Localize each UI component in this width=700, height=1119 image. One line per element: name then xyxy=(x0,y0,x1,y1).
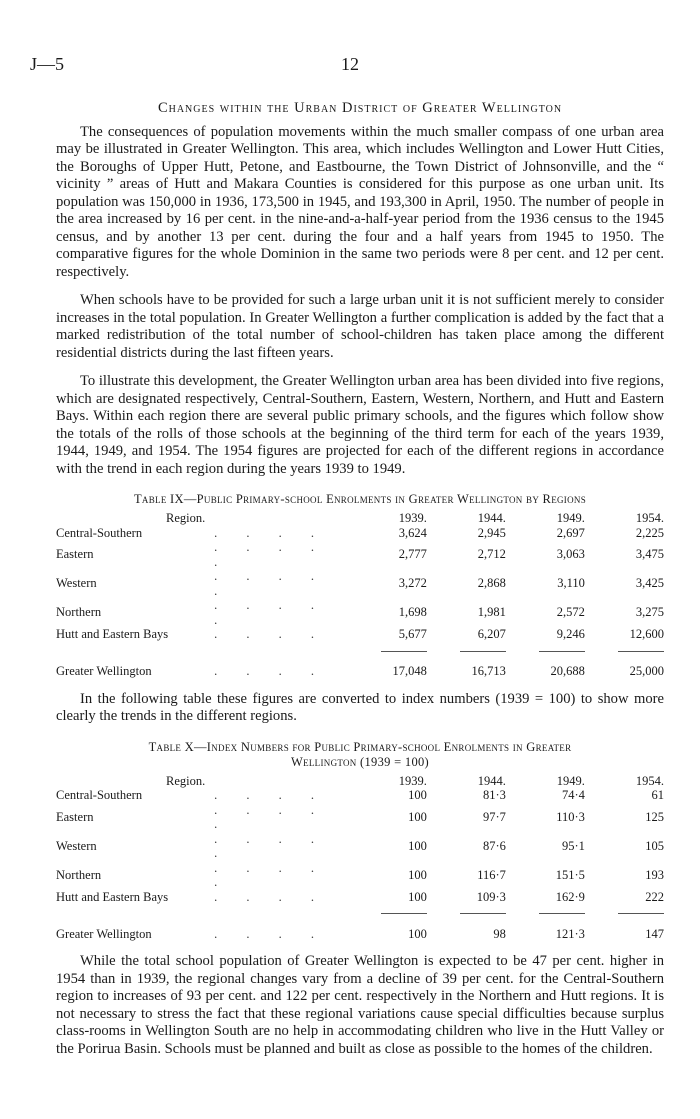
region-name: Central-Southern xyxy=(56,788,143,802)
cell-value: 74·4 xyxy=(562,788,585,802)
paragraph: While the total school population of Greater Wellington is expected to be 47 per cent. higher in 1954 than in 1939, the regional changes vary from a decline of 39 per cent. for the Central-Southern region to increases of 93 per cent. and 122 per cent. respectively in the Northern and Hutt regions. It is not necessary to stress the fact that these regional variations cause special difficulties because surplus class-rooms in Wellington South are no help in accommodating children who live in the Hutt Valley or the Porirua Basin. Schools must be planned and built as close as possible to the homes of the children. xyxy=(56,953,664,1057)
cell-value: 125 xyxy=(645,809,664,824)
cell-value: 5,677 xyxy=(398,627,427,641)
table-header-row xyxy=(56,774,664,789)
column-header-1939: 1939. xyxy=(398,773,427,788)
cell-value: 2,945 xyxy=(477,525,506,540)
table-row xyxy=(56,861,664,890)
cell-value: 2,712 xyxy=(477,547,506,562)
total-value: 17,048 xyxy=(392,664,427,678)
table-x xyxy=(56,740,664,942)
leader-dots: . . . . xyxy=(214,664,327,678)
paragraph: In the following table these figures are converted to index numbers (1939 = 100) to show more clearly the trends in the different regions. xyxy=(56,690,664,724)
cell-value: 12,600 xyxy=(629,627,664,641)
cell-value: 81·3 xyxy=(482,788,506,802)
region-name: Western xyxy=(56,838,97,853)
region-name: Northern xyxy=(56,605,102,620)
column-header-1954: 1954. xyxy=(635,773,664,788)
table-header-row xyxy=(56,511,664,526)
region-name: Western xyxy=(56,576,97,591)
table-ix-grid xyxy=(56,511,664,679)
rule-line xyxy=(460,913,506,915)
cell-value: 100 xyxy=(408,809,427,824)
table-row xyxy=(56,803,664,832)
paragraph: The consequences of population movements within the much smaller compass of one urban area may be illustrated in Greater Wellington. This area, which includes Wellington and Lower Hutt Cities, the Boroughs of Upper Hutt, Petone, and Eastbourne, the Town District of Johnsonville, and the “ vicinity ” areas of Hutt and Makara Counties is considered for this purpose as one urban unit. Its population was 150,000 in 1936, 173,500 in 1945, and 193,300 in April, 1950. The number of people in the area increased by 16 per cent. in the nine-and-a-half-year period from the 1936 census to the 1945 census, and by another 13 per cent. during the four and a half years from 1945 to 1950. The comparative figures for the whole Dominion in the same two periods were 8 per cent. and 12 per cent. respectively. xyxy=(56,123,664,280)
cell-value: 1,698 xyxy=(398,605,427,620)
leader-dots: . . . . . xyxy=(214,598,327,627)
cell-value: 162·9 xyxy=(555,889,585,904)
document-code: J—5 xyxy=(30,54,65,74)
total-rule-row xyxy=(56,904,664,919)
cell-value: 2,225 xyxy=(635,525,664,540)
column-header-region: Region. xyxy=(166,773,206,788)
table-x-title xyxy=(56,740,664,770)
leader-dots: . . . . xyxy=(214,627,327,641)
leader-dots: . . . . . xyxy=(214,540,327,569)
rule-line xyxy=(539,651,585,653)
leader-dots: . . . . . xyxy=(214,860,327,889)
page-content xyxy=(56,100,664,1069)
total-value: 98 xyxy=(493,926,506,941)
column-header-1939: 1939. xyxy=(398,511,427,525)
table-row xyxy=(56,569,664,598)
cell-value: 109·3 xyxy=(476,889,506,904)
cell-value: 97·7 xyxy=(482,809,506,824)
table-x-grid xyxy=(56,774,664,942)
table-row xyxy=(56,627,664,642)
table-row xyxy=(56,890,664,905)
cell-value: 3,272 xyxy=(398,576,427,591)
column-header-region: Region. xyxy=(166,511,206,525)
leader-dots: . . . . xyxy=(214,926,327,941)
leader-dots: . . . . xyxy=(214,889,327,904)
cell-value: 3,063 xyxy=(556,547,585,562)
rule-line xyxy=(539,913,585,915)
total-value: 25,000 xyxy=(629,664,664,678)
table-row xyxy=(56,526,664,541)
cell-value: 2,868 xyxy=(477,576,506,591)
cell-value: 105 xyxy=(645,838,664,853)
table-ix-title: Table IX—Public Primary-school Enrolments in Greater Wellington by Regions xyxy=(134,492,586,506)
cell-value: 9,246 xyxy=(556,627,585,641)
total-row xyxy=(56,656,664,679)
total-value: 16,713 xyxy=(471,664,506,678)
page-number: 12 xyxy=(341,54,359,74)
cell-value: 61 xyxy=(651,788,664,802)
total-value: 147 xyxy=(645,926,664,941)
paragraph: To illustrate this development, the Greater Wellington urban area has been divided into five regions, which are designated respectively, Central-Southern, Eastern, Western, Northern, and Hutt and Eastern Bays. Within each region there are several public primary schools, and the figures which follow show the totals of the rolls of those schools at the beginning of the third term for each of the years 1939, 1944, 1949, and 1954. The 1954 figures are projected for each of the different regions in accordance with the trend in each region during the years 1939 to 1949. xyxy=(56,373,664,477)
cell-value: 3,425 xyxy=(635,576,664,591)
cell-value: 3,110 xyxy=(557,576,585,591)
column-header-1949: 1949. xyxy=(556,511,585,525)
cell-value: 2,777 xyxy=(398,547,427,562)
table-row xyxy=(56,598,664,627)
cell-value: 100 xyxy=(408,889,427,904)
paragraph: When schools have to be provided for such a large urban unit it is not sufficient merely to consider increases in the total population. In Greater Wellington a further complication is added by the fact that a marked redistribution of the total number of school-children has taken place among the different residential districts during the last fifteen years. xyxy=(56,292,664,361)
table-row xyxy=(56,832,664,861)
cell-value: 6,207 xyxy=(477,627,506,641)
table-row xyxy=(56,540,664,569)
cell-value: 1,981 xyxy=(477,605,506,620)
rule-line xyxy=(618,651,664,653)
region-name: Eastern xyxy=(56,547,94,562)
total-value: 20,688 xyxy=(550,664,585,678)
rule-line xyxy=(618,913,664,915)
cell-value: 110·3 xyxy=(556,809,585,824)
section-heading: Changes within the Urban District of Greater Wellington xyxy=(157,100,563,116)
rule-line xyxy=(381,913,427,915)
leader-dots: . . . . . xyxy=(214,802,327,831)
region-name: Hutt and Eastern Bays xyxy=(56,627,169,641)
leader-dots: . . . . . xyxy=(214,831,327,860)
total-rule-row xyxy=(56,642,664,657)
cell-value: 95·1 xyxy=(562,838,585,853)
cell-value: 100 xyxy=(408,838,427,853)
region-name: Central-Southern xyxy=(56,525,143,540)
table-x-title-line2: Wellington (1939 = 100) xyxy=(290,754,430,769)
leader-dots: . . . . xyxy=(214,788,327,802)
cell-value: 3,624 xyxy=(398,525,427,540)
total-value: 100 xyxy=(408,926,427,941)
total-label: Greater Wellington xyxy=(56,926,152,941)
cell-value: 193 xyxy=(645,867,664,882)
leader-dots: . . . . xyxy=(214,525,327,540)
total-label: Greater Wellington xyxy=(56,664,152,678)
leader-dots: . . . . . xyxy=(214,569,327,598)
column-header-1949: 1949. xyxy=(556,773,585,788)
region-name: Hutt and Eastern Bays xyxy=(56,889,169,904)
cell-value: 87·6 xyxy=(482,838,506,853)
cell-value: 2,697 xyxy=(556,525,585,540)
cell-value: 3,275 xyxy=(635,605,664,620)
cell-value: 100 xyxy=(408,788,427,802)
rule-line xyxy=(460,651,506,653)
region-name: Northern xyxy=(56,867,102,882)
cell-value: 222 xyxy=(645,889,664,904)
total-row xyxy=(56,919,664,942)
total-value: 121·3 xyxy=(555,926,585,941)
column-header-1954: 1954. xyxy=(635,511,664,525)
table-row xyxy=(56,788,664,803)
region-name: Eastern xyxy=(56,809,94,824)
column-header-1944: 1944. xyxy=(477,511,506,525)
table-x-title-line1: Table X—Index Numbers for Public Primary-school Enrolments in Greater xyxy=(148,739,572,754)
rule-line xyxy=(381,651,427,653)
table-ix xyxy=(56,492,664,679)
cell-value: 3,475 xyxy=(635,547,664,562)
column-header-1944: 1944. xyxy=(477,773,506,788)
cell-value: 2,572 xyxy=(556,605,585,620)
cell-value: 116·7 xyxy=(477,867,506,882)
cell-value: 151·5 xyxy=(555,867,585,882)
cell-value: 100 xyxy=(408,867,427,882)
